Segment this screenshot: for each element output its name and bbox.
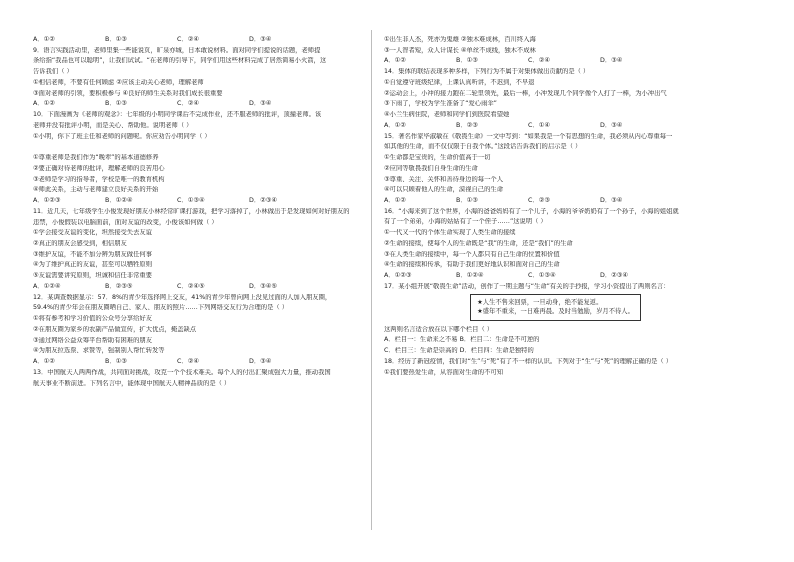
question-line: 如其他的生命，而不仅仅限于自我个体。”这段话告诉我们的启示是（ ） [384,143,582,151]
question-line: ③尊重、关注、关怀和善待身边的每一个人 [384,175,503,183]
answer-option: A．①②④ [33,282,61,290]
question-line: ③面对老师的引领，要积极参与 ④良好的师生关系对我们成长很重要 [33,89,223,97]
question-line: 15．著名作家毕淑敏在《敬畏生命》一文中写到：“如果我是一个有思想的生命，我必须从内心尊重每一 [384,132,673,140]
answer-option: B．②③ [456,121,478,129]
question-line: ①尊重老师是我们作为“晚辈”的基本道德修养 [33,154,159,162]
question-line: ③老师是学习的指导者，学校是唯一的教育机构 [33,175,165,183]
question-line: ①相信老师，不要有任何顾虑 ②应该主动关心老师，理解老师 [33,78,204,86]
answer-option: D．③④ [600,57,623,65]
answer-option: D．③④ [600,197,623,205]
question-line: 59.4%的青少年会在朋友圈晒自己、家人、朋友的照片……下列网络交友行为合理的是（ ） [33,304,288,312]
question-line: ③在人类生命的接续中，每一个人都只有自己生命的位置和价值 [384,250,560,258]
answer-option: B．①③ [456,57,478,65]
question-line: ②应同等敬畏我们自身生命的生命 [384,164,478,172]
question-line: ⑤友谊需要讲究原则，坦诚和信任非常重要 [33,272,152,280]
answer-option: D．②③④ [600,272,629,280]
answer-options [33,197,376,204]
answer-options [384,272,727,279]
answer-option: A．①② [384,121,406,129]
question-line: ③通过网络公益众筹平台帮助有困难的朋友 [33,336,152,344]
answer-option: C．①③④ [528,272,556,280]
answer-option: C．②④ [177,358,199,366]
answer-options [33,100,376,107]
column-divider [371,30,372,530]
question-line: 这两则名言适合放在以下哪个栏目（ ） [384,325,494,333]
question-line: ③下雨了，学校为学生准备了“爱心雨伞” [384,100,497,108]
question-line: ④小兰生病住院，老师和同学们到医院看望她 [384,111,510,119]
question-line: 9．语言实践活动里，老师里集一些能说页，旷泉亦城，日本敢说材料。面对同学们提说的话题，老师提 [33,46,321,54]
answer-option: D．③④ [249,100,272,108]
answer-option: C．①④ [528,121,550,129]
answer-option: C．①③④ [177,197,205,205]
question-line: ②运动会上，小冲的接力跑在二轮里领先，最后一棒，小冲发现几个同学像个人打了一棒，为小冲出气 [384,89,667,97]
question-line: A．栏目一：生命来之不易 B．栏目二：生命是不可逆的 [384,336,540,344]
answer-option: B．②③⑤ [105,282,133,290]
answer-option: A．①② [384,197,406,205]
question-line: C．栏目三：生命是崇高的 D．栏目四：生命是独特的 [384,347,534,355]
answer-option: D．③④⑤ [249,282,278,290]
question-line: 告诉我们（ ） [33,68,73,76]
question-line: ④为朋友拉选票、求赞等，强制别人帮忙转发等 [33,347,165,355]
question-line: ①出生非人杰，死亦为鬼雄 ②独木难成林，百川终入海 [384,36,536,43]
question-line: 11．近几天，七年级学生小俊发现好朋友小林经常旷课打游戏，把学习落掉了，小林做出于是发现如何对好朋友的 [33,207,350,215]
question-line: 航天事业不断前进。下列名言中，能体现中国航天人精神品质的是（ ） [33,379,231,387]
answer-option: B．①③ [456,197,478,205]
question-line: 13．中国航天人两两作战，共同面对挑战，攻克一个个技术难关。每个人的付出汇聚成强大力量，推动我国 [33,368,331,376]
question-line: ①生命都是宝贵的，生命价值高于一切 [384,154,491,162]
question-line: ①学会接受友谊的变化，坦然接受失去友谊 [33,229,152,237]
answer-options [33,36,376,43]
answer-option: D．③④ [249,36,272,43]
question-line: ③维护友谊，不能不加分辨为朋友做任何事 [33,250,152,258]
answer-option: A．①② [384,57,406,65]
answer-option: B．①③ [105,358,127,366]
answer-options [33,358,376,365]
answer-option: D．③④ [249,358,272,366]
question-line: 10．下面漫画为《老师的观念》：七年级的小明同学课后不完成作业，还不服老师的批评，顶撞老师。该 [33,111,322,119]
answer-option: A．①② [33,36,55,43]
quote-box-wrapper [384,294,727,321]
question-line: 18．经历了新冠疫情，我们对“生”与“死”有了不一样的认识。下列对于“生”与“死”的理解正确的是（ ） [384,357,672,365]
question-line: ②真正的朋友会感受到，相信朋友 [33,239,127,247]
quote-box [470,294,641,321]
answer-option: C．②③ [528,197,550,205]
question-line: 17．某小组开展“敬畏生命”活动，创作了一期主题与“生命”有关的手抄报，学习小资提出了两则名言： [384,282,670,290]
question-line: ④可以只顾着他人的生命，漠视自己的生命 [384,186,503,194]
answer-option: C．②④ [528,57,550,65]
question-line: ②要正确对待老师的批评，理解老师的良苦用心 [33,164,165,172]
answer-option: A．①②③ [33,197,61,205]
question-line: ②在朋友圈为家乡的农副产品做宣传，扩大优点，掩盖缺点 [33,325,197,333]
question-line: ①将有参考和学习价值的公众号分享给好友 [33,315,152,323]
question-line: ④生命的接续和传承，有助于我们更好地认识和面对自己的生命 [384,261,560,269]
question-line: 12．某调查数据显示：57．8%的青少年选择网上交友，41%的青少年曾向网上没见过面的人加入朋友圈， [33,293,332,301]
answer-option: C．②④ [177,36,199,43]
answer-options [384,122,727,129]
question-line: ①一代又一代的个体生命实现了人类生命的接续 [384,229,516,237]
question-line: ③一人智者短，众人计谋长 ④单丝不成线，独木不成林 [384,46,536,54]
answer-option: C．②④⑤ [177,282,205,290]
answer-option: C．②④ [177,100,199,108]
answer-option: B．①②④ [105,197,133,205]
question-line: ①我们要热爱生命，从容面对生命的不可知 [384,368,503,376]
question-line: 16．“小海来到了这个世界，小海的爸爸妈妈有了一个儿子，小海的爷爷奶奶有了一个孙子，小海的姐姐就 [384,207,679,215]
answer-option: D．③④ [600,121,623,129]
spacer [33,143,376,154]
answer-options [384,197,727,204]
question-line: ②生命的接续，使每个人的生命既是“我”的生命，还是“我们”的生命 [384,239,573,247]
question-line: ①自觉遵守班级纪律，上课认真听讲，不迟到，不早退 [384,78,535,86]
answer-option: D．②③④ [249,197,278,205]
answer-option: A．①② [33,100,55,108]
question-line: 14．集体的联结表现多种多样，下列行为不属于对集体做出贡献的是（ ） [384,68,590,76]
right-column [384,36,727,379]
answer-option: B．①③ [105,100,127,108]
quote-line: ★盛年不重来，一日难再晨。及时当勉励，岁月不待人。 [477,308,634,316]
answer-option: B．①③ [105,36,127,43]
answer-option: B．①②④ [456,272,484,280]
answer-option: A．①② [33,358,55,366]
question-line: 条给指“我品也可以聪明”，让我们试试。“在老师的引导下，同学们用这些材料完成了居然简易小火箭，这 [33,57,327,65]
question-line: ①小明，你下了班主任和老师的问题呢。你应劝告小明同学（ ） [33,132,211,140]
quote-line: ★人生不售来回票，一旦动身，绝不能复返。 [477,298,603,306]
left-column [33,36,376,390]
question-line: ④为了维护真正的友谊，甚至可以牺牲原则 [33,261,152,269]
answer-option: A．①②③ [384,272,412,280]
answer-options [33,283,376,290]
answer-options [384,57,727,64]
question-line: 有了一个弟弟，小海的姑姑有了一个侄子……”这说明（ ） [384,218,547,226]
question-line: 违禁，小俊假装以电脑面前，面对友谊的改变，小俊该如何做（ ） [33,218,218,226]
question-line: ④师此关系，主动与老师建立良好关系的开始 [33,186,159,194]
question-line: 老师并没有批评小明，而是关心、帮助他。说明老师（ ） [33,121,193,129]
